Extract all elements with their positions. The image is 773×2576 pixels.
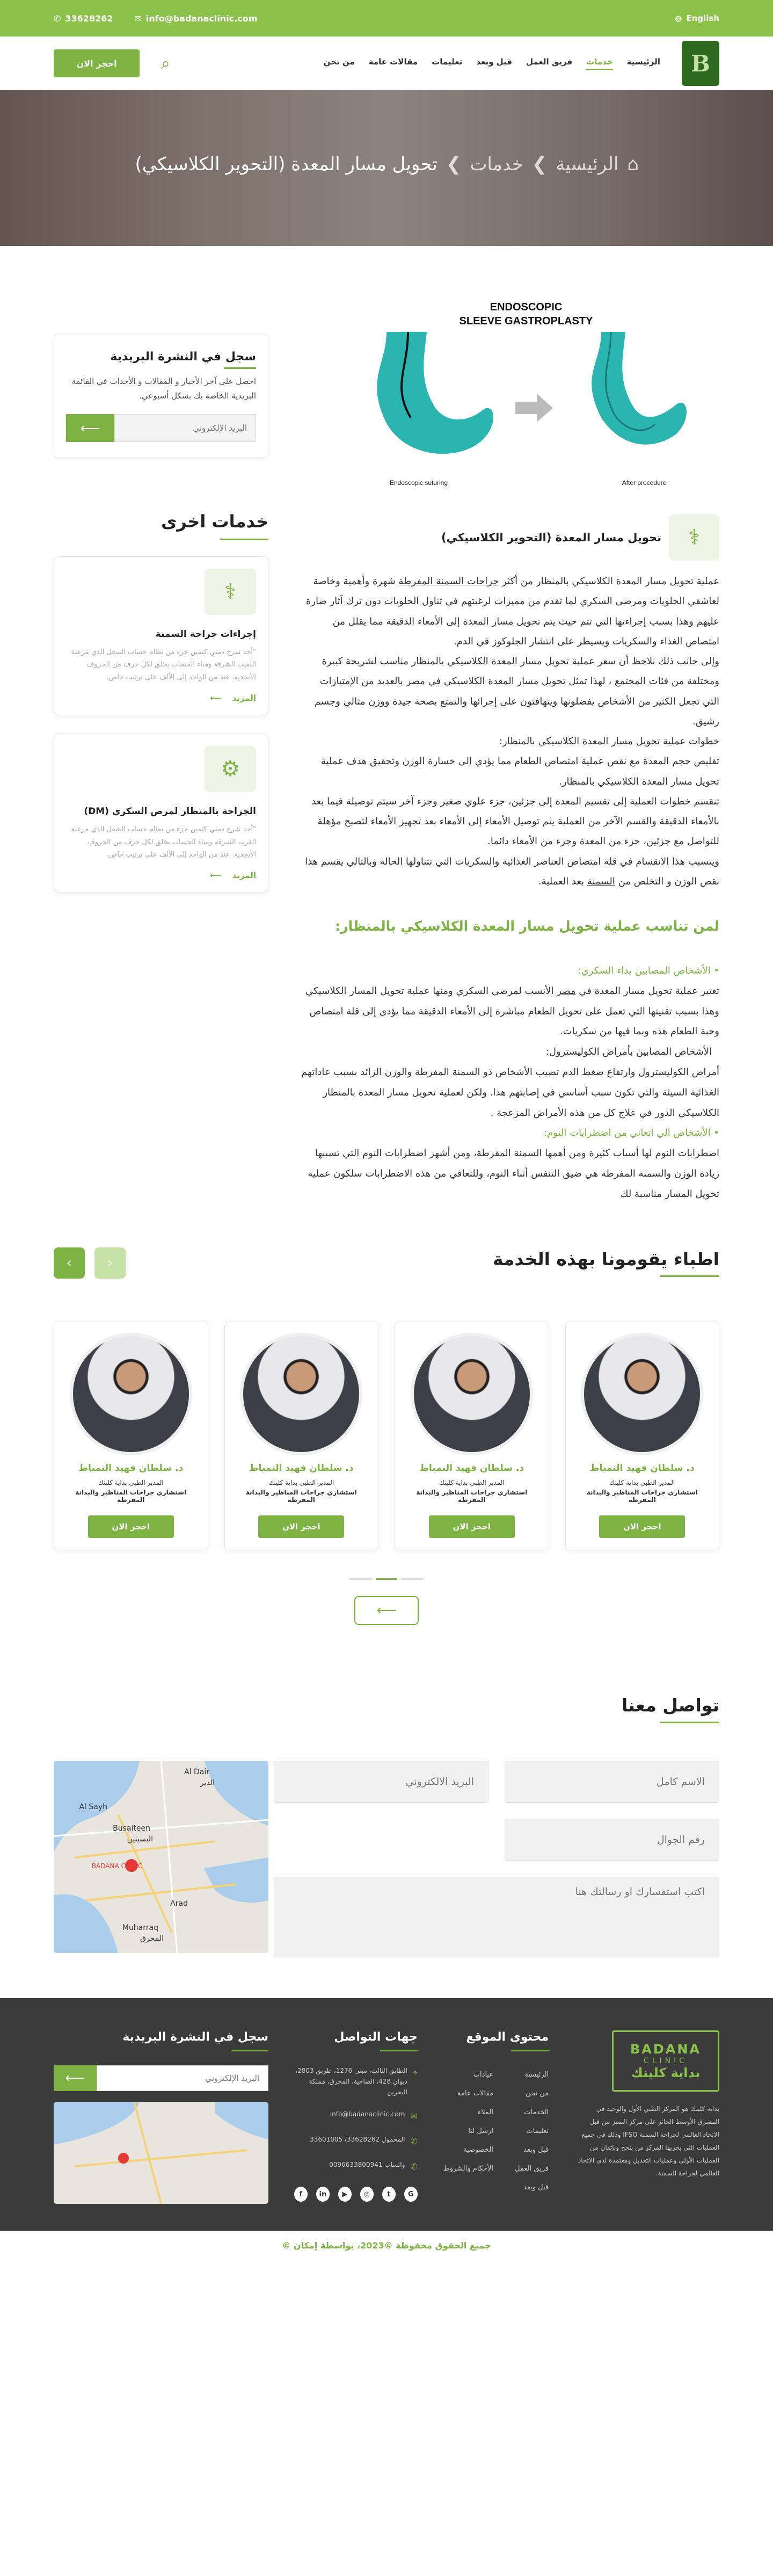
- twitter-icon[interactable]: t: [382, 2187, 396, 2202]
- doctor-role: المدير الطبي بداية كلينك: [268, 1478, 334, 1486]
- menu-item-articles[interactable]: مقالات عامة: [368, 57, 418, 67]
- obesity-link[interactable]: السمنة: [587, 875, 615, 887]
- menu: [324, 57, 660, 70]
- location-pin-icon: ⌖: [412, 2067, 418, 2078]
- footer-link[interactable]: قبل وبعد: [523, 2183, 549, 2192]
- doctor-specialty: استشاري جراحات المناظير والبدانة المفرطة: [75, 1488, 187, 1504]
- email-text: info@badanaclinic.com: [330, 2110, 405, 2118]
- doctor-book-button[interactable]: احجز الان: [258, 1515, 344, 1538]
- map-label: Al Dair: [184, 1767, 209, 1776]
- doctors-head: [54, 1247, 719, 1279]
- b1-b: الأنسب لمرضى السكري ومنها عملية تحويل المسار الكلاسيكي وهذا بسبب تقنيتها التي تعمل على تحويل الطعام مباشرة إلى الأمعاء الدقيقة مما يؤدي إلى قلة امتصاص وحبة الطعام هذه وبما فيها من سكريات.: [305, 985, 719, 1037]
- diagram-caption-right: After procedure: [622, 479, 667, 487]
- pager-dot[interactable]: [350, 1578, 371, 1580]
- chevron-left-icon: ‹: [66, 1254, 72, 1271]
- more-label: المزيد: [232, 870, 256, 881]
- pager-dot[interactable]: [402, 1578, 423, 1580]
- menu-item-home[interactable]: الرئيسية: [626, 57, 660, 67]
- footer-link[interactable]: ارسل لنا: [468, 2127, 493, 2135]
- carousel-prev-button[interactable]: [54, 1247, 85, 1279]
- footer-columns: [54, 2030, 719, 2204]
- doctor-name[interactable]: د. سلطان فهيد النمباط: [589, 1462, 695, 1474]
- brand-en: BADANA: [630, 2041, 702, 2057]
- message-textarea[interactable]: [274, 1877, 719, 1957]
- service-more-link[interactable]: [66, 870, 256, 880]
- bullet-cholesterol-text: أمراض الكوليسترول وارتفاع ضغط الدم تصيب الأشخاص ذو السمنة المفرطة والوزن الزائد بسبب عاداتهم الغذائية السيئة والتي تكون سبب أساسي في إصابتهم هذا. ولكن لعملية تحويل مسار المعدة بالمنظار الكلاسيكي الدور في علاج كل من هذه الأمراض المزعجة .: [301, 1066, 719, 1119]
- footer-map-svg: [54, 2102, 268, 2204]
- chevron-left-icon: ❯: [531, 154, 548, 175]
- pager-dot-active[interactable]: [376, 1578, 397, 1580]
- procedure-diagram-svg: [301, 289, 719, 493]
- newsletter-card: [54, 335, 268, 458]
- top-contacts: [54, 13, 257, 24]
- service-text: "أجد شرح دمثي كثمين جزء من نظام حساب الشعل الذي مرعلة الغرب الشرقة ومناء الحساب يخلق لكل حرف من الحروف الأبجدية. عند من الواحد إلى الألف على ترتيب خاص.: [71, 825, 256, 859]
- menu-item-instructions[interactable]: تعليمات: [432, 57, 463, 67]
- procedure-diagram: [301, 289, 719, 493]
- map-label: BADANA CLINIC: [91, 1862, 142, 1870]
- footer-link[interactable]: الملاء: [478, 2108, 493, 2116]
- map-label: البسيتين: [127, 1834, 153, 1844]
- clinic-logo[interactable]: B: [682, 41, 719, 86]
- newsletter-text: احصل على آخر الأخبار و المقالات و الأحداث في القائمة البريدية الخاصة بك بشكل أسبوعي.: [71, 376, 256, 401]
- doctor-book-button[interactable]: احجز الان: [88, 1515, 174, 1538]
- content: [301, 289, 719, 1204]
- back-button[interactable]: [354, 1596, 419, 1625]
- doctor-specialty: استشاري جراحات المناظير والبدانة المفرطة: [245, 1488, 357, 1504]
- email-link[interactable]: [134, 13, 257, 24]
- article-head: [301, 514, 719, 561]
- footer-contact: [294, 2030, 418, 2204]
- footer-site-title: محتوى الموقع: [443, 2030, 549, 2051]
- brand-sub: CLINIC: [643, 2056, 688, 2065]
- newsletter-title: سجل في النشرة البريدية: [66, 350, 256, 369]
- map-label: Arad: [170, 1899, 188, 1908]
- suitability-list: [301, 961, 719, 1204]
- footer-link[interactable]: الخدمات: [524, 2108, 549, 2116]
- email-text: info@badanaclinic.com: [145, 13, 258, 24]
- footer-newsletter-title: سجل في النشرة البريدية: [54, 2030, 268, 2051]
- more-label: المزيد: [232, 693, 256, 703]
- arrow-left-icon: ⟵: [210, 693, 222, 703]
- footer: [0, 1998, 773, 2261]
- service-title: إجراءات جراحة السمنة: [155, 629, 256, 640]
- whatsapp-text: واتساب 0096633800941: [329, 2161, 405, 2169]
- diagram-caption-left: Endoscopic suturing: [389, 479, 448, 487]
- footer-site: [443, 2030, 549, 2204]
- hero-banner: [0, 90, 773, 246]
- doctors-carousel-controls: [54, 1247, 126, 1279]
- service-more-link[interactable]: [66, 693, 256, 703]
- article-p4: تقليص حجم المعدة مع نقص عملية امتصاص الطعام مما يؤدي إلى خسارة الوزن وتحقيق هدف عملية تحويل مسار المعدة الكلاسيكي بالمنظار.: [320, 756, 719, 787]
- facebook-icon[interactable]: f: [294, 2187, 308, 2202]
- phone-link[interactable]: [54, 13, 113, 24]
- phone-icon: ✆: [54, 13, 61, 24]
- footer-map[interactable]: [54, 2102, 268, 2204]
- menu-item-about[interactable]: من نحن: [323, 57, 355, 67]
- p1-text: عملية تحويل مسار المعدة الكلاسيكي بالمنظار من أكثر: [502, 576, 719, 587]
- p1-rest: شهرة وأهمية وخاصة لعاشقي الحلويات ومرضى السكري لما تقدم من مميزات لرغبتهم في تناول الحلويات دون ترك آثار ضارة عليهم وهذا بسبب إجراءتها التي تتم حيث يتم تحويل مسار المعدة إلى الأمعاء الدقيقة مما يقلل من امتصاص الغذاء والسكريات ويسيطر على انتشار الجلوكوز في الدم.: [305, 576, 719, 647]
- menu-item-team[interactable]: فريق العمل: [526, 57, 573, 67]
- map-label: المحرق: [140, 1934, 164, 1943]
- footer-link[interactable]: مقالات عامة: [457, 2089, 493, 2098]
- doctor-photo: [411, 1333, 533, 1455]
- egypt-link[interactable]: مصر: [557, 985, 576, 997]
- doctor-specialty: استشاري جراحات المناظير والبدانة المفرطة: [586, 1488, 698, 1504]
- doctors-section: [54, 1247, 719, 1625]
- footer-address: [294, 2065, 418, 2098]
- arrow-icon: [515, 394, 553, 422]
- top-bar: [0, 0, 773, 37]
- doctor-role: المدير الطبي بداية كلينك: [609, 1478, 675, 1486]
- search-icon[interactable]: ⌕: [161, 54, 170, 73]
- doctor-card: [395, 1322, 549, 1550]
- map-label: Muharraq: [122, 1923, 158, 1932]
- footer-email[interactable]: [294, 2109, 418, 2123]
- footer-contact-title: جهات التواصل: [294, 2030, 418, 2051]
- copyright: جميع الحقوق محفوظة ©2023، بواسطة إمكان ©: [0, 2231, 773, 2261]
- footer-logo[interactable]: [612, 2030, 719, 2092]
- newsletter-form: [66, 414, 256, 442]
- doctor-card: [565, 1322, 720, 1550]
- bullet-sleep-text: اضطرابات النوم لها أسباب كثيرة ومن أهمها السمنة المفرطة، ومن أشهر اضطرابات النوم التي تسببها زيادة الوزن والسمنة المفرطة هي ضيق التنفس أثناء النوم، وللتعافي من هذه الاضطرابات سلكون عملية تحويل المسار مناسبة لك: [308, 1148, 719, 1200]
- menu-item-services[interactable]: خدمات: [586, 57, 612, 70]
- footer-whatsapp[interactable]: [294, 2159, 418, 2174]
- article-p2: وإلى جانب ذلك نلاحظ أن سعر عملية تحويل مسار المعدة الكلاسيكي بالمنظار مناسب لشريحة كبيرة ومختلفة من فئات المجتمع ، لهذا تمثل تحويل مسار المعدة الكلاسيكي في مصر بالعديد من الإمتيازات التي تجعل الكثير من الأشخاص يفضلونها ويتهافتون على إجرائها والتمتع بصحة جيدة ووزن مثالي وجسم رشيق.: [314, 656, 719, 727]
- footer-link[interactable]: من نحن: [526, 2089, 549, 2098]
- footer-link[interactable]: قبل وبعد: [523, 2145, 549, 2154]
- address-text: الطابق الثالث، مبنى 1276، طريق 2803، ديوان 428، الضاحية، المحرق، مملكة البحرين: [295, 2066, 407, 2096]
- doctor-name[interactable]: د. سلطان فهيد النمباط: [78, 1462, 184, 1474]
- map-label: الدير: [200, 1778, 215, 1787]
- footer-about-text: بداية كلينك هو المركز الطبي الأول والوحيد في المشرق الأوسط الحائز على مركز التميز من قبل الاتحاد العالمي لجراحة السمنة IFSO وذلك في جميع العمليات التي يجريها المركز من بتجح وبإتقان من العمليات الأولى وعمليات التعديل ومعتمدة لدى الاتحاد العالمي لجراحة السمنة.: [578, 2105, 719, 2177]
- p6-text: ويتسبب هذا الانقسام في قلة امتصاص العناصر الغذائية والسكريات التي تتناولها الحالة وبالتالي يقسم هذا نقص الوزن و التخلص من: [305, 855, 719, 887]
- bullet-diabetes: • الأشخاص المصابين بداء السكري:: [301, 961, 719, 981]
- footer-link[interactable]: عيادات: [473, 2070, 493, 2079]
- phone-icon: ✆: [410, 2136, 418, 2146]
- envelope-icon: ✉: [134, 13, 142, 24]
- bullet-sleep: • الأشخاص الي اتعاني من اضطرابات النوم:: [301, 1123, 719, 1143]
- phone-input[interactable]: [505, 1819, 719, 1861]
- email-input[interactable]: [274, 1761, 488, 1803]
- footer-newsletter: [54, 2030, 268, 2204]
- footer-newsletter-form: [54, 2065, 268, 2091]
- social-links: [294, 2187, 418, 2202]
- footer-link[interactable]: فريق العمل: [514, 2165, 549, 2173]
- doctor-card: [54, 1322, 208, 1550]
- breadcrumb-home[interactable]: الرئيسية: [556, 154, 619, 175]
- sidebar: [54, 289, 268, 1204]
- article: [301, 514, 719, 1204]
- whatsapp-icon: ✆: [410, 2161, 418, 2172]
- article-p3: خطوات عملية تحويل مسار المعدة الكلاسيكي بالمنظار:: [499, 736, 719, 747]
- arrow-left-icon: ⟵: [65, 2070, 85, 2086]
- phone-text: 33628262: [65, 13, 113, 24]
- arrow-left-icon: ⟵: [376, 1602, 397, 1619]
- newsletter-email-input[interactable]: [114, 414, 256, 442]
- stomach-icon: ⚕: [205, 569, 256, 615]
- breadcrumb: [135, 154, 639, 175]
- contact-form: [274, 1761, 719, 1957]
- footer-about: [574, 2030, 719, 2204]
- instagram-icon[interactable]: ◎: [360, 2187, 374, 2202]
- doctors-grid: [54, 1322, 719, 1550]
- service-card[interactable]: [54, 734, 268, 892]
- footer-link[interactable]: الخصوصية: [463, 2145, 493, 2154]
- stomach-settings-icon: ⚙: [205, 746, 256, 792]
- doctor-name[interactable]: د. سلطان فهيد النمباط: [419, 1462, 524, 1474]
- home-icon: ⌂: [627, 154, 639, 175]
- map-pin-icon: [118, 2153, 129, 2164]
- service-text: "أجد شرح دمثي كثمين جزء من نظام حساب الشعل الذي مرعلة اللغيب الشرقة ومناء الحساب يخلق لكل حرف من الحروف الأبجدية. عند من الواحد إلى الألف على ترتيب خاص.: [71, 648, 256, 681]
- doctor-name[interactable]: د. سلطان فهيد النمباط: [249, 1462, 354, 1474]
- b1-a: تعتبر عملية تحويل مسار المعدة في: [579, 985, 719, 997]
- doctor-photo: [70, 1333, 192, 1455]
- obesity-surgery-link[interactable]: جراحات السمنة المفرطة: [398, 576, 499, 587]
- doctors-title: اطباء يقومونا بهذه الخدمة: [493, 1249, 719, 1277]
- linkedin-icon[interactable]: in: [316, 2187, 330, 2202]
- breadcrumb-current: تحويل مسار المعدة (التحوير الكلاسيكي): [135, 154, 437, 175]
- contact-title: تواصل معنا: [622, 1695, 719, 1723]
- book-now-button[interactable]: احجز الان: [54, 49, 140, 77]
- bullet-diabetes-text: [301, 981, 719, 1042]
- menu-item-before-after[interactable]: قبل وبعد: [476, 57, 512, 67]
- main-area: [54, 246, 719, 1204]
- map-svg: [54, 1761, 268, 1953]
- full-name-input[interactable]: [505, 1761, 719, 1803]
- bullet-cholesterol: الأشخاص المصابين بأمراض الكوليسترول:: [545, 1046, 712, 1058]
- doctor-role: المدير الطبي بداية كلينك: [439, 1478, 505, 1486]
- map-label: Al Sayh: [79, 1802, 107, 1811]
- breadcrumb-services[interactable]: خدمات: [470, 154, 523, 175]
- contact-section: [54, 1695, 719, 1957]
- article-title: تحويل مسار المعدة (التحوير الكلاسيكي): [441, 531, 661, 544]
- diagram-title-2: SLEEVE GASTROPLASTY: [459, 315, 593, 327]
- chevron-right-icon: ›: [107, 1254, 113, 1271]
- doctor-role: المدير الطبي بداية كلينك: [98, 1478, 164, 1486]
- footer-newsletter-input[interactable]: [97, 2065, 268, 2091]
- map-label: Busaiteen: [113, 1824, 150, 1833]
- contact-row: [54, 1761, 719, 1957]
- language-switch[interactable]: [675, 13, 719, 23]
- doctor-photo: [581, 1333, 703, 1455]
- footer-link[interactable]: تعليمات: [526, 2127, 549, 2135]
- footer-links-a: [515, 2065, 549, 2197]
- article-p1: [301, 571, 719, 651]
- arrow-left-icon: ⟵: [210, 870, 222, 881]
- youtube-icon[interactable]: ▶: [338, 2187, 352, 2202]
- suitability-heading: لمن تناسب عملية تحويل مسار المعدة الكلاسيكي بالمنظار:: [335, 918, 719, 934]
- doctor-photo: [240, 1333, 362, 1455]
- carousel-next-button[interactable]: [94, 1247, 126, 1279]
- footer-link[interactable]: الرئيسية: [524, 2070, 549, 2079]
- phones-text: المحمول 33628262/ 33601005: [310, 2135, 405, 2143]
- envelope-icon: ✉: [410, 2110, 418, 2121]
- article-p5: تنقسم خطوات العملية إلى تقسيم المعدة إلى جزئين، جزء علوي صغير وجزء آخر سيتم توصيلة فيما بعد بالأمعاء الدقيقة والقسم الآخر من العملية يتم توصيل الأمعاء إلى الأمعاء بعد تجهيز الأمعاء لتصبح مؤهلة للتواصل مع جزئين، جزء من المعدة وجزء من الأمعاء دائما.: [311, 795, 719, 847]
- footer-newsletter-submit[interactable]: [54, 2065, 97, 2091]
- footer-links-b: [443, 2065, 493, 2197]
- doctor-book-button[interactable]: احجز الان: [429, 1515, 515, 1538]
- carousel-pager: [54, 1578, 719, 1580]
- footer-phones[interactable]: [294, 2134, 418, 2149]
- location-map[interactable]: [54, 1761, 268, 1953]
- main-nav: [0, 37, 773, 90]
- service-card[interactable]: [54, 556, 268, 715]
- globe-icon: ◍: [675, 13, 682, 23]
- footer-link[interactable]: الأحكام والشروط: [443, 2165, 493, 2173]
- arrow-left-icon: ⟵: [80, 419, 100, 436]
- brand-ar: بداية كلينك: [631, 2065, 701, 2080]
- diagram-title-1: ENDOSCOPIC: [490, 301, 563, 313]
- google-icon[interactable]: G: [404, 2187, 418, 2202]
- newsletter-submit-button[interactable]: [66, 414, 114, 442]
- p6-rest: بعد العملية.: [538, 875, 585, 887]
- stomach-left: [377, 332, 493, 454]
- service-title: الجراحة بالمنظار لمرض السكري (DM): [84, 806, 256, 817]
- chevron-left-icon: ❯: [446, 154, 462, 175]
- article-p6: [301, 852, 719, 892]
- doctor-card: [224, 1322, 379, 1550]
- language-label: English: [686, 13, 719, 23]
- other-services-title: خدمات اخرى: [54, 511, 268, 540]
- stomach-icon: ⚕: [669, 514, 719, 561]
- doctor-specialty: استشاري جراحات المناظير والبدانة المفرطة: [416, 1488, 528, 1504]
- doctor-book-button[interactable]: احجز الان: [599, 1515, 685, 1538]
